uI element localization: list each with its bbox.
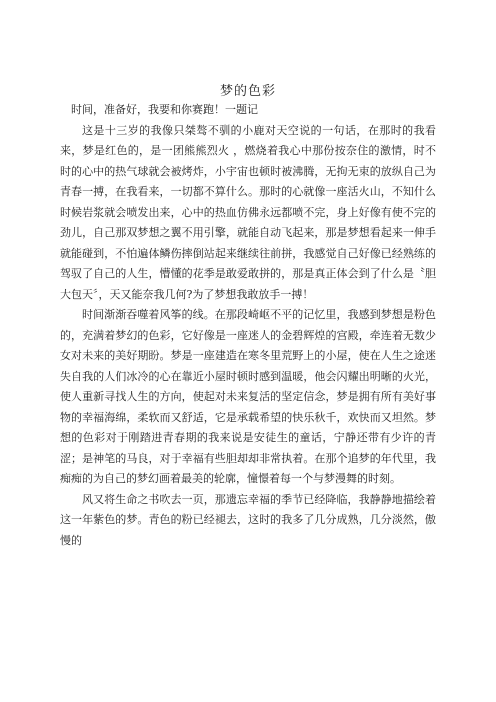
document-title: 梦的色彩: [219, 84, 276, 99]
body-paragraph: 风又将生命之书吹去一页，那遗忘幸福的季节已经降临，我静静地描绘着这一年紫色的梦。青色的粉已经褪去，这时的我多了几分成熟，几分淡然，傲慢的: [60, 492, 436, 547]
body-paragraph: 时间渐渐吞噬着风筝的线。在那段崎岖不平的记忆里，我感到梦想是粉色的，充满着梦幻的色彩，它好像是一座迷人的金碧辉煌的宫殿，牵连着无数少女对未来的美好期盼。梦是一座建造在寒冬里荒野上的小屋，使在人生之途迷失自我的人们冰冷的心在靠近小屋时顿时感到温暖，他会闪耀出明晰的火光，使人重新寻找人生的方向，使起对未来复活的坚定信念，梦是拥有所有美好事物的幸福海绵，柔软而又舒适，它是承载希望的快乐秋千，欢快而又坦然。梦想的色彩对于刚踏进青春期的我来说是安徒生的童话，宁静还带有少许的青涩；是神笔的马良，对于幸福有些胆却却非常执着。在那个追梦的年代里，我痴痴的为自己的梦幻画着最美的轮廓，憧憬着每一个与梦漫舞的时刻。: [60, 308, 436, 485]
body-paragraph: 这是十三岁的我像只桀骜不驯的小鹿对天空说的一句话，在那时的我看来，梦是红色的，是一团熊熊烈火 ，燃烧着我心中那份按奈住的激情，时不时的心中的热气球就会被烤炸，小宇宙也顿时被沸腾，无拘无束的放纵自己为青春一搏，在我看来，一切都不算什么。那时的心就像一座活火山，不知什么时候岩浆就会喷发出来，心中的热血仿佛永远都喷不完，身上好像有使不完的劲儿，自己那双梦想之翼不用引擎，就能自动飞起来，那是梦想看起来一伸手就能碰到，不怕遍体鳞伤摔倒站起来继续往前拼，我感觉自己好像已经熟练的驾驭了自己的人生，懵懂的花季是敢爱敢拼的，那是真正体会到了什么是〝胆大包天〞，天又能奈我几何?为了梦想我敢放手一搏！: [60, 123, 436, 301]
document-body: [60, 100, 436, 551]
epigraph-paragraph: 时间，准备好，我要和你赛跑！一题记: [71, 103, 258, 116]
